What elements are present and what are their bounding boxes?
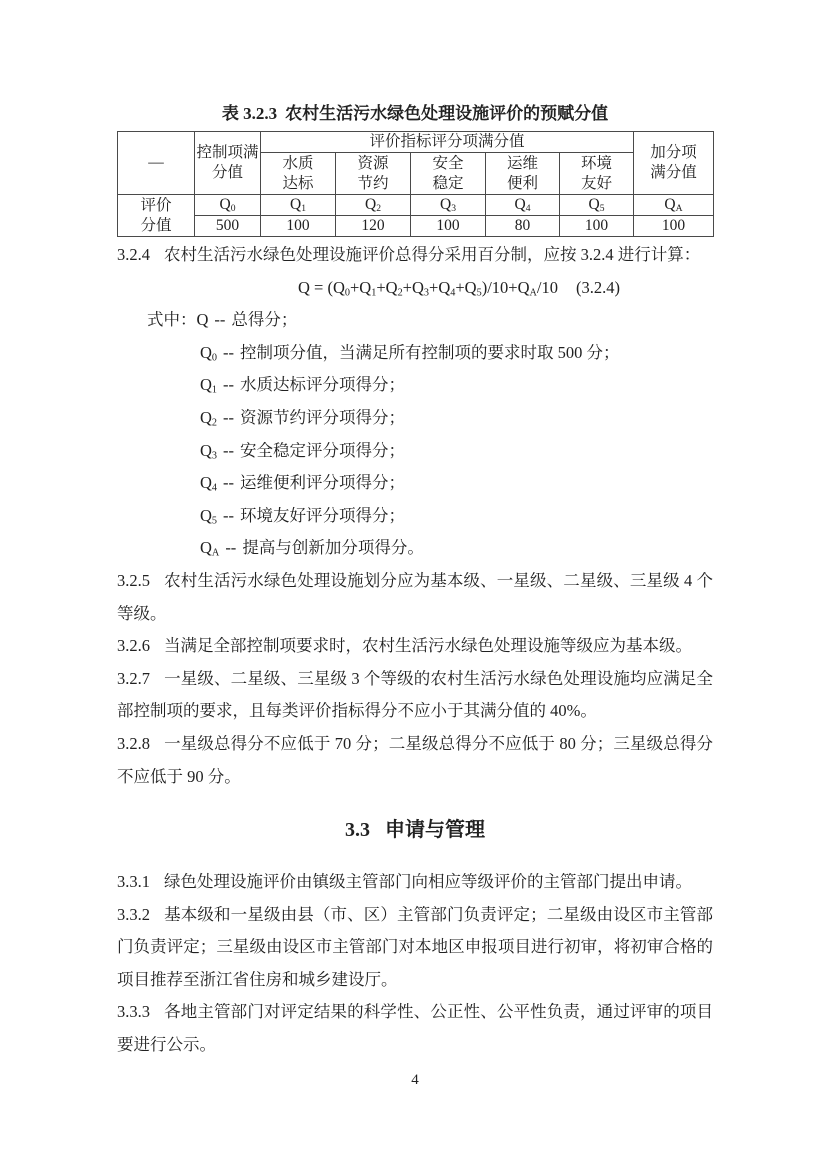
term-separator: --: [223, 440, 235, 460]
term-separator: --: [223, 407, 235, 427]
section-3-3-1: [117, 866, 713, 899]
where-term: Q: [196, 310, 209, 330]
definition-text: 运维便利评分项得分；: [240, 473, 406, 493]
where-label: 式中：: [147, 310, 197, 330]
section-text: 基本级和一星级由县（市、区）主管部门负责评定；二星级由设区市主管部门负责评定；三星级由设区市主管部门对本地区申报项目进行初审，将初审合格的项目推荐至浙江省住房和城乡建设厅。: [117, 904, 713, 989]
section-number: 3.2.4: [117, 245, 150, 264]
row-label-cell: 评价 分值: [118, 195, 195, 237]
q-label-cell: $Q_2$: [336, 195, 411, 216]
indicator-cell: 运维 便利: [486, 153, 560, 195]
q-label-cell: $Q_3$: [411, 195, 486, 216]
section-text: 绿色处理设施评价由镇级主管部门向相应等级评价的主管部门提出申请。: [164, 872, 692, 892]
definition-term: $Q_5$: [200, 505, 218, 526]
indicator-cell: 资源 节约: [336, 153, 411, 195]
table-title-text: 农村生活污水绿色处理设施评价的预赋分值: [285, 104, 609, 123]
indicator-cell: 环境 友好: [560, 153, 634, 195]
section-text: 农村生活污水绿色处理设施划分应为基本级、一星级、二星级、三星级 4 个等级。: [117, 570, 713, 623]
formula-expression: $Q = (Q_0+Q_1+Q_2+Q_3+Q_4+Q_5)/10+Q_A/10$: [297, 277, 558, 298]
section-text: 农村生活污水绿色处理设施评价总得分采用百分制，应按 3.2.4 进行计算：: [164, 245, 701, 264]
definition-term: $Q_2$: [200, 407, 218, 429]
definition-term: $Q_4$: [200, 473, 218, 494]
value-cell: 80: [486, 216, 560, 237]
where-def: 总得分；: [231, 310, 298, 330]
indicator-cell: 水质 达标: [261, 153, 336, 195]
definition-item: [200, 402, 713, 435]
section-text: 当满足全部控制项要求时，农村生活污水绿色处理设施等级应为基本级。: [164, 636, 692, 656]
table-number: 表 3.2.3: [221, 104, 278, 123]
section-text: 各地主管部门对评定结果的科学性、公正性、公平性负责，通过评审的项目要进行公示。: [117, 1002, 713, 1055]
definition-text: 水质达标评分项得分；: [240, 375, 406, 395]
q-label-cell: $Q_5$: [560, 195, 634, 216]
section-number: 3.3.3: [117, 1002, 150, 1022]
section-3-3-3: [117, 996, 713, 1061]
corner-cell: —: [118, 132, 195, 195]
section-number: 3.2.6: [117, 636, 150, 656]
value-cell: 100: [634, 216, 714, 237]
definition-item: [200, 337, 713, 370]
definition-term: $Q_0$: [200, 342, 218, 364]
definition-term: $Q_1$: [200, 375, 218, 396]
term-separator: --: [223, 473, 235, 493]
section-number: 3.2.7: [117, 668, 150, 688]
definition-item: [200, 369, 713, 402]
section-number: 3.2.5: [117, 570, 150, 590]
q-label-cell: $Q_1$: [261, 195, 336, 216]
heading-text: 申请与管理: [385, 819, 485, 842]
bonus-header-cell: 加分项 满分值: [634, 132, 714, 195]
definition-text: 控制项分值，当满足所有控制项的要求时取 500 分；: [240, 342, 620, 362]
definition-item: [200, 500, 713, 533]
definition-item: [200, 435, 713, 468]
definition-text: 安全稳定评分项得分；: [240, 440, 406, 460]
section-3-2-7: [117, 663, 713, 728]
formula-ref: (3.2.4): [576, 277, 620, 297]
q-label-cell: $Q_A$: [634, 195, 714, 216]
value-cell: 120: [336, 216, 411, 237]
definition-text: 资源节约评分项得分；: [240, 407, 406, 427]
section-3-2-4: [117, 239, 713, 272]
section-3-2-6: [117, 630, 713, 663]
group-header-cell: 评价指标评分项满分值: [261, 132, 634, 153]
indicator-cell: 安全 稳定: [411, 153, 486, 195]
document-page: [117, 0, 713, 1090]
formula-where-line: [147, 304, 713, 337]
value-cell: 500: [195, 216, 261, 237]
definition-text: 环境友好评分项得分；: [240, 505, 406, 525]
section-3-2-8: [117, 728, 713, 793]
control-header-cell: 控制项满 分值: [195, 132, 261, 195]
page-number: 4: [411, 1071, 419, 1088]
section-number: 3.2.8: [117, 733, 150, 753]
heading-number: 3.3: [345, 819, 370, 842]
definition-term: $Q_A$: [200, 538, 220, 559]
q-label-cell: $Q_0$: [195, 195, 261, 216]
formula: [117, 272, 713, 305]
term-separator: --: [223, 342, 235, 362]
definition-item: [200, 467, 713, 500]
term-separator: --: [223, 375, 235, 395]
section-text: 一星级、二星级、三星级 3 个等级的农村生活污水绿色处理设施均应满足全部控制项的要求，且每类评价指标得分不应小于其满分值的 40%。: [117, 668, 713, 721]
section-heading-3-3: [117, 820, 713, 840]
definition-item: [200, 532, 713, 565]
definition-term: $Q_3$: [200, 440, 218, 461]
definition-text: 提高与创新加分项得分。: [242, 538, 424, 558]
term-separator: --: [214, 310, 226, 330]
value-cell: 100: [411, 216, 486, 237]
section-3-3-2: [117, 899, 713, 997]
term-separator: --: [223, 505, 235, 525]
score-table: [117, 131, 714, 237]
section-number: 3.3.1: [117, 872, 150, 892]
section-text: 一星级总得分不应低于 70 分；二星级总得分不应低于 80 分；三星级总得分不应低于 90 分。: [117, 733, 713, 786]
value-cell: 100: [560, 216, 634, 237]
table-title: [117, 104, 713, 124]
term-separator: --: [225, 538, 237, 558]
value-cell: 100: [261, 216, 336, 237]
section-3-2-5: [117, 565, 713, 630]
q-label-cell: $Q_4$: [486, 195, 560, 216]
section-number: 3.3.2: [117, 904, 150, 924]
